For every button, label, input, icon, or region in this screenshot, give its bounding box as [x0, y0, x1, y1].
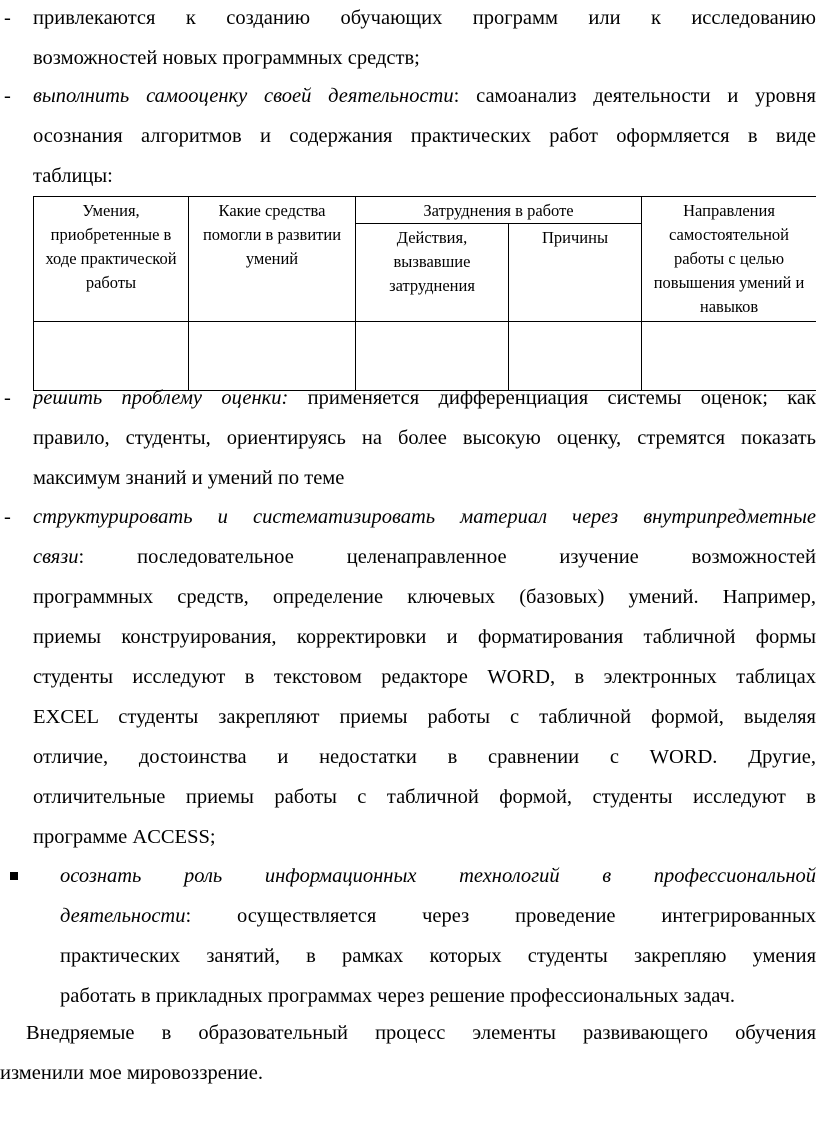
- dash-bullet: -: [4, 387, 11, 409]
- self-assessment-table: [33, 196, 816, 391]
- list-item-text: привлекаются к созданию обучающих программ или к исследованию возможностей новых программных средств;: [33, 7, 816, 69]
- list-item-text: осознать роль информационных технологий в профессиональной деятельности: осуществляется через проведение интегрированных практических занятий, в рамках которых студенты закрепляю умения работать в прикладных программах через решение профессиональных задач.: [60, 865, 816, 1007]
- list-item-text: выполнить самооценку своей деятельности: самоанализ деятельности и уровня осознания алгоритмов и содержания практических работ оформляется в виде таблицы:: [33, 85, 816, 187]
- list-item-text: решить проблему оценки: применяется дифференциация системы оценок; как правило, студенты, ориентируясь на более высокую оценку, стремятся показать максимум знаний и умений по теме: [33, 387, 816, 489]
- header-skills: Умения, приобретенные в ходе практической работы: [34, 197, 189, 322]
- document-page: - привлекаются к созданию обучающих программ или к исследованию возможностей новых программных средств; - выполнить самооценку своей деятельности: самоанализ деятельности и уровня осознания алгоритмов и содержания практических работ оформляется в виде таблицы: Умения, приобретенные в ходе практической работы Какие средства помогли в развитии умений Затруднения в работе Направления самостоятельной работы с целью повышения умений и навыков Действия, вызвавшие затруднения Причины - решить проблему оценки: применяется дифференциация системы оценок; как правило, студенты, ориентируясь на более высокую оценку, стремятся показать максимум знаний и умений по теме - структурировать и систематизировать материал через внутрипредметные связи: последовательное целенаправленное изучение возможностей программных средств, определение ключевых (базовых) умений. Например, приемы конструирования, корректировки и форматирования табличной формы студенты исследуют в текстовом редакторе WORD, в электронных таблицах EXCEL студенты закрепляют приемы работы с табличной формой, выделяя отличие, достоинства и недостатки в сравнении с WORD. Другие, отличительные приемы работы с табличной формой, студенты исследуют в программе ACCESS; осознать роль информационных технологий в профессиональной деятельности: осуществляется через проведение интегрированных практических занятий, в рамках которых студенты закрепляю умения работать в прикладных программах через решение профессиональных задач. Внедряемые в образовательный процесс элементы развивающего обучения изменили мое мировоззрение.: [0, 0, 816, 1139]
- header-tools: Какие средства помогли в развитии умений: [189, 197, 356, 322]
- table-header-row: [34, 197, 816, 224]
- dash-bullet: -: [4, 85, 11, 107]
- list-item-text: структурировать и систематизировать материал через внутрипредметные связи: последовательное целенаправленное изучение возможностей программных средств, определение ключевых (базовых) умений. Например, приемы конструирования, корректировки и форматирования табличной формы студенты исследуют в текстовом редакторе WORD, в электронных таблицах EXCEL студенты закрепляют приемы работы с табличной формой, выделяя отличие, достоинства и недостатки в сравнении с WORD. Другие, отличительные приемы работы с табличной формой, студенты исследуют в программе ACCESS;: [33, 506, 816, 848]
- header-actions: Действия, вызвавшие затруднения: [356, 224, 509, 322]
- dash-bullet: -: [4, 7, 11, 29]
- square-bullet: [10, 872, 18, 880]
- header-reasons: Причины: [509, 224, 642, 322]
- header-difficulties: Затруднения в работе: [356, 197, 642, 224]
- header-directions: Направления самостоятельной работы с целью повышения умений и навыков: [642, 197, 816, 322]
- dash-bullet: -: [4, 506, 11, 528]
